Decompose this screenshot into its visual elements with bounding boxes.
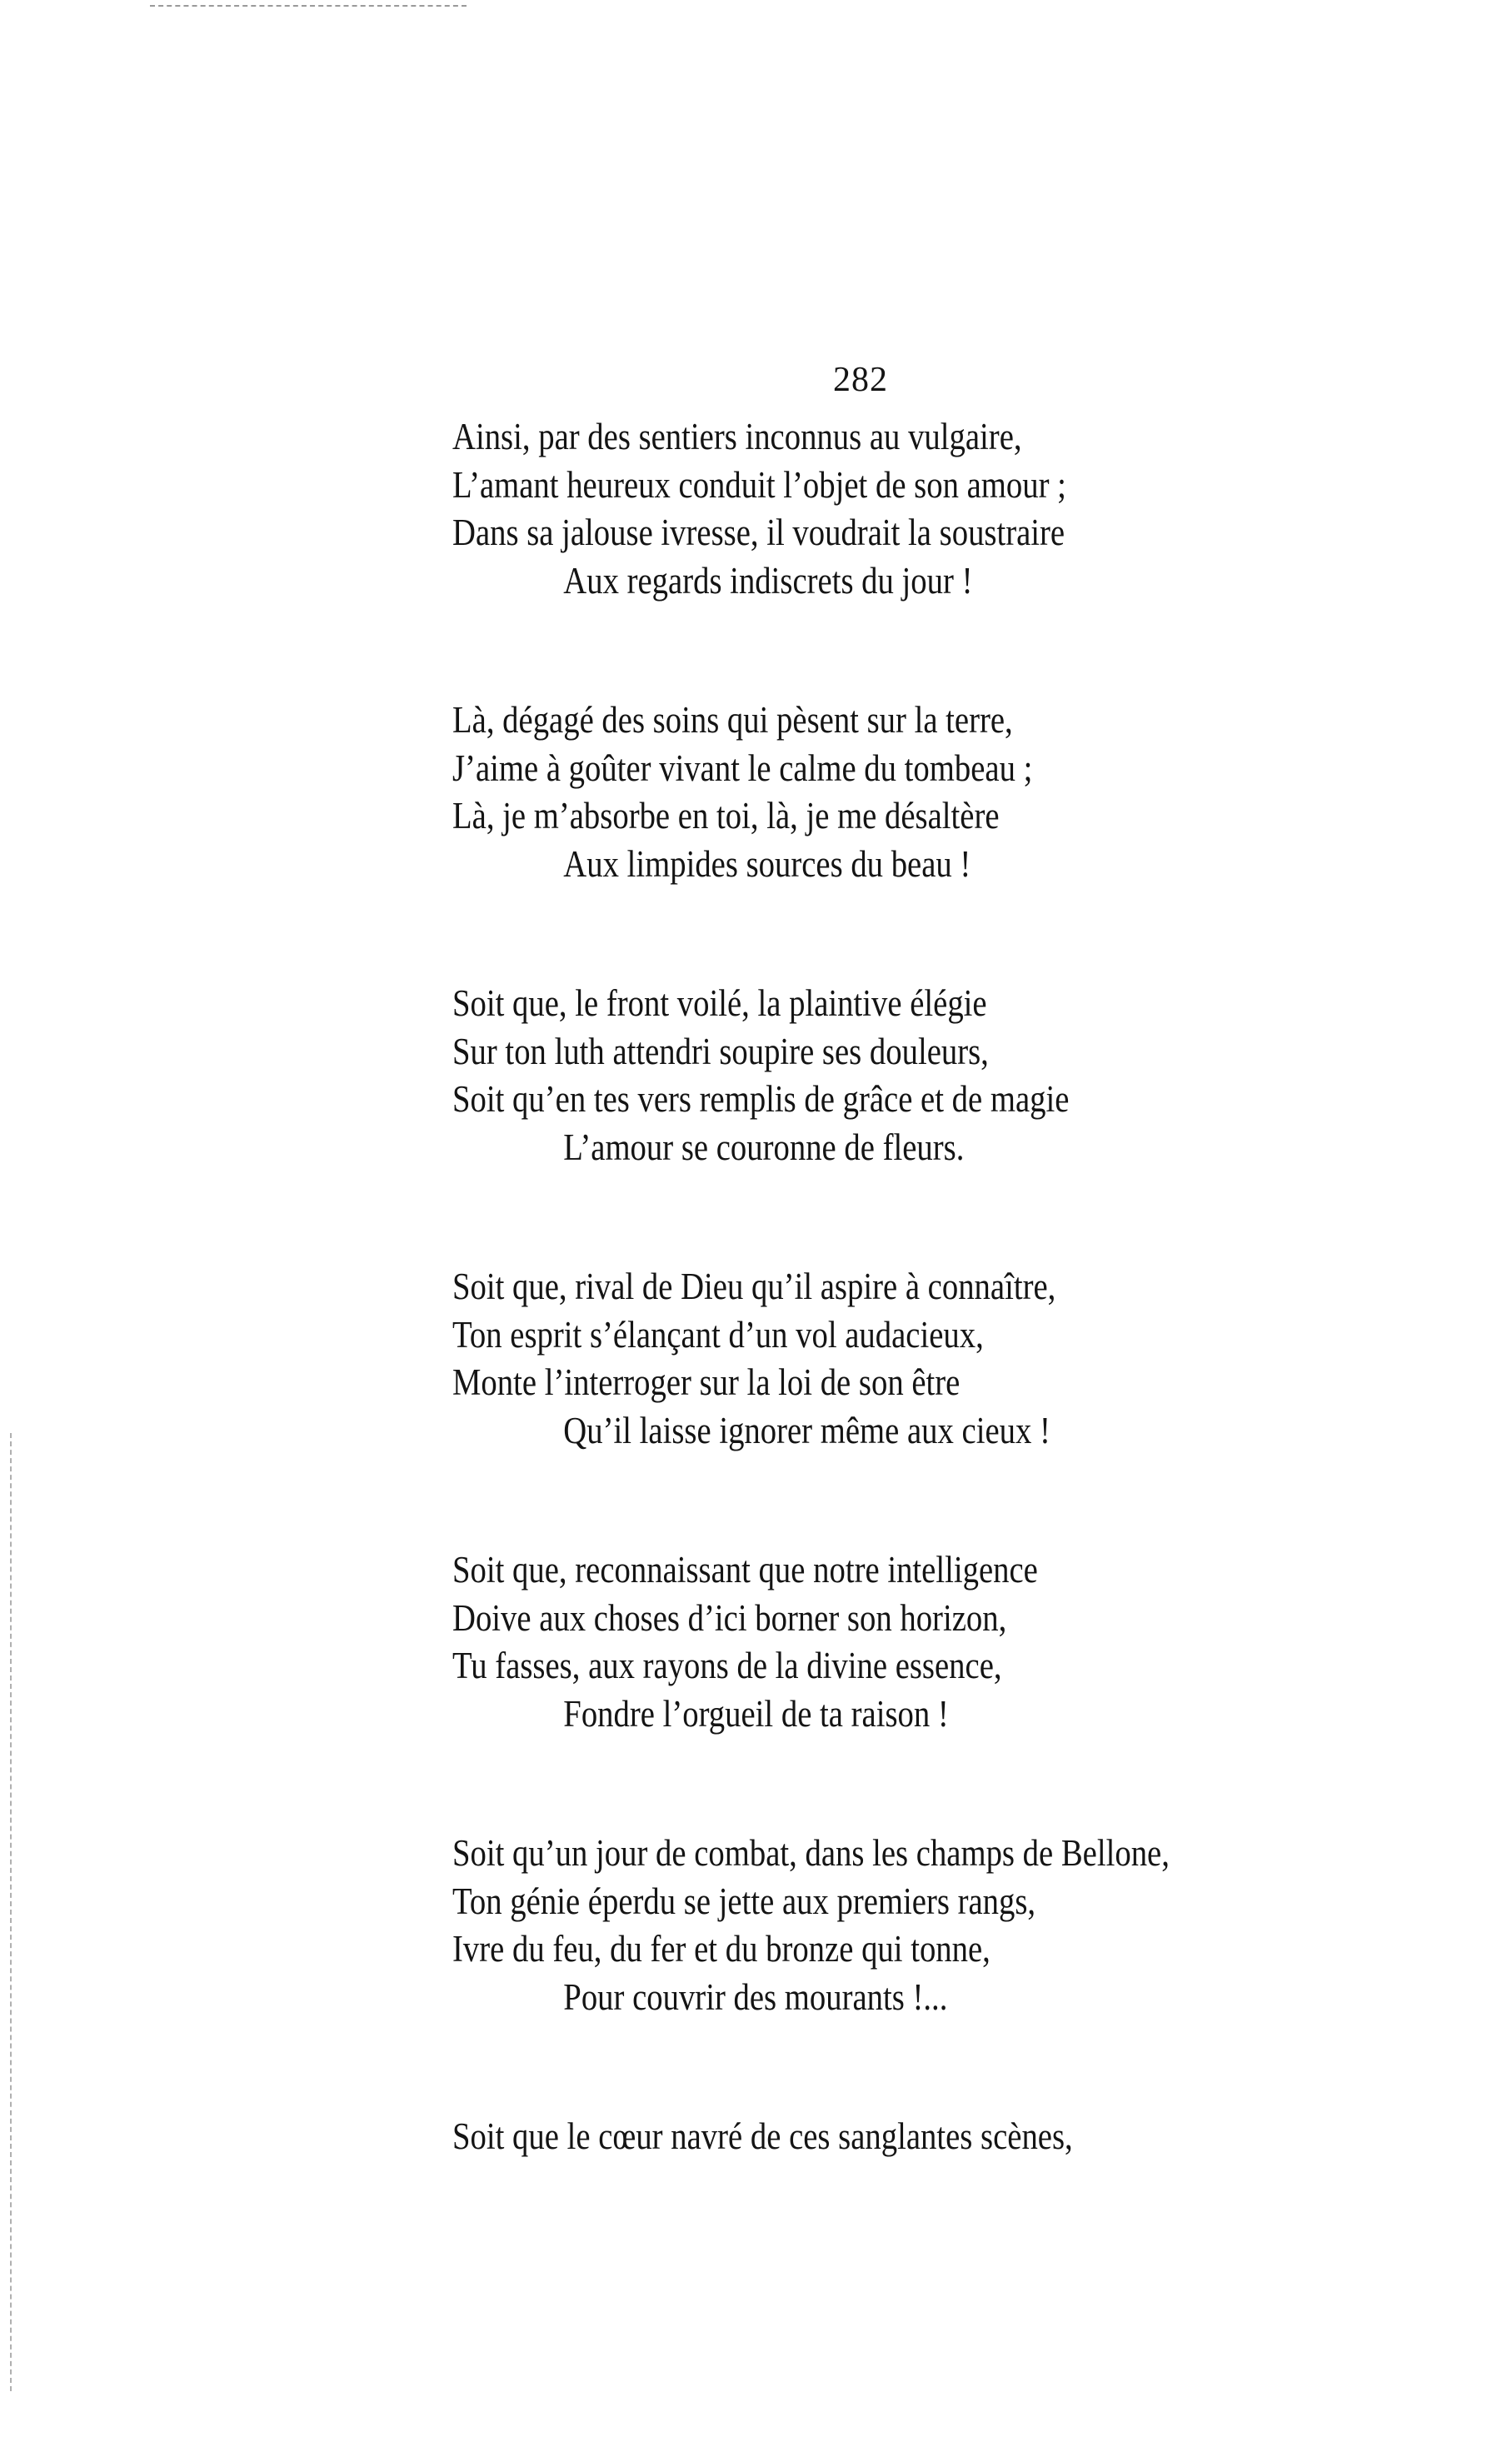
verse-line: L’amant heureux conduit l’objet de son amour ; — [452, 463, 1066, 506]
verse-line-indented: Qu’il laisse ignorer même aux cieux ! — [563, 1409, 1050, 1451]
verse-line: Monte l’interroger sur la loi de son être — [452, 1361, 961, 1403]
verse-line: Doive aux choses d’ici borner son horizon, — [452, 1596, 1007, 1639]
stanza-1 — [452, 413, 1352, 605]
verse-line: Ton génie éperdu se jette aux premiers rangs, — [452, 1880, 1036, 1922]
stanza-5 — [452, 1546, 1352, 1738]
verse-line: Ton esprit s’élançant d’un vol audacieux, — [452, 1313, 984, 1356]
verse-line: Ivre du feu, du fer et du bronze qui tonne, — [452, 1928, 991, 1970]
verse-line: Soit qu’en tes vers remplis de grâce et de magie — [452, 1078, 1070, 1120]
verse-line: Là, dégagé des soins qui pèsent sur la terre, — [452, 699, 1013, 741]
stanza-6 — [452, 1830, 1352, 2021]
verse-line: Ainsi, par des sentiers inconnus au vulgaire, — [452, 416, 1022, 457]
verse-line: Tu fasses, aux rayons de la divine essence, — [452, 1645, 1002, 1686]
verse-line: Soit que le cœur navré de ces sanglantes scènes, — [452, 2115, 1073, 2157]
verse-line: Soit qu’un jour de combat, dans les champs de Bellone, — [452, 1832, 1170, 1874]
scan-edge-left — [10, 1433, 12, 2391]
verse-line-indented: L’amour se couronne de fleurs. — [563, 1126, 965, 1168]
verse-line: J’aime à goûter vivant le calme du tombeau ; — [452, 747, 1033, 789]
page-number: 282 — [833, 361, 888, 399]
verse-line: Dans sa jalouse ivresse, il voudrait la soustraire — [452, 512, 1065, 553]
verse-line: Là, je m’absorbe en toi, là, je me désaltère — [452, 795, 1000, 836]
scan-edge-top — [150, 5, 467, 7]
verse-line: Soit que, rival de Dieu qu’il aspire à connaître, — [452, 1266, 1056, 1307]
stanza-2 — [452, 697, 1352, 888]
stanza-4 — [452, 1263, 1352, 1455]
stanza-7 — [452, 2113, 1352, 2161]
verse-line: Soit que, le front voilé, la plaintive élégie — [452, 982, 987, 1024]
verse-line-indented: Aux limpides sources du beau ! — [563, 842, 971, 885]
stanza-3 — [452, 980, 1352, 1171]
verse-line-indented: Fondre l’orgueil de ta raison ! — [563, 1692, 949, 1735]
verse-line-indented: Aux regards indiscrets du jour ! — [563, 559, 973, 602]
verse-line: Soit que, reconnaissant que notre intelligence — [452, 1549, 1038, 1591]
verse-line-indented: Pour couvrir des mourants !... — [563, 1975, 948, 2018]
verse-line: Sur ton luth attendri soupire ses douleurs, — [452, 1030, 989, 1072]
poem — [452, 413, 1352, 2253]
